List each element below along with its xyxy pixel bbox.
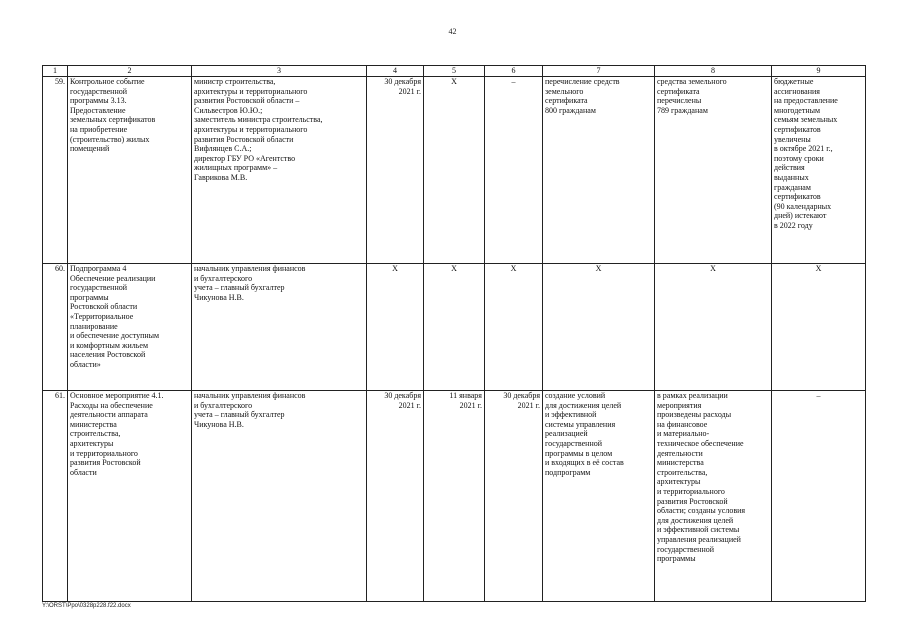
- header-row: [43, 66, 866, 77]
- start-date: Х: [424, 264, 485, 391]
- planned-result: создание условий для достижения целей и эффективной системы управления реализацией государственной программы в целом и входящих в её состав подпрограмм: [543, 391, 655, 602]
- report-table: [42, 65, 866, 602]
- header-cell: 4: [367, 66, 424, 77]
- row-number: 59.: [43, 77, 68, 264]
- header-cell: 2: [68, 66, 192, 77]
- end-date: 30 декабря 2021 г.: [485, 391, 543, 602]
- event-name: Основное мероприятие 4.1. Расходы на обеспечение деятельности аппарата министерства строительства, архитектуры и территориального развития Ростовской области: [68, 391, 192, 602]
- actual-result: Х: [655, 264, 772, 391]
- notes: Х: [772, 264, 866, 391]
- start-date: Х: [424, 77, 485, 264]
- header-cell: 7: [543, 66, 655, 77]
- row-number: 61.: [43, 391, 68, 602]
- row-number: 60.: [43, 264, 68, 391]
- planned-date: 30 декабря 2021 г.: [367, 391, 424, 602]
- responsible-person: начальник управления финансов и бухгалтерского учета – главный бухгалтер Чикунова Н.В.: [192, 264, 367, 391]
- header-cell: 5: [424, 66, 485, 77]
- file-path-footer: Y:\ORST\Ppo\0328p228.f22.docx: [42, 603, 131, 609]
- planned-date: Х: [367, 264, 424, 391]
- notes: бюджетные ассигнования на предоставление многодетным семьям земельных сертификатов увеличены в октябре 2021 г., поэтому сроки действия выданных гражданам сертификатов (90 календарных дней) истекают в 2022 году: [772, 77, 866, 264]
- actual-result: в рамках реализации мероприятия произведены расходы на финансовое и материально- техническое обеспечение деятельности министерства строительства, архитектуры и территориального развития Ростовской области; созданы условия для достижения целей и эффективной системы управления реализацией государственной программы: [655, 391, 772, 602]
- event-name: Контрольное событие государственной программы 3.13. Предоставление земельных сертификатов на приобретение (строительство) жилых помещений: [68, 77, 192, 264]
- actual-result: средства земельного сертификата перечислены 789 гражданам: [655, 77, 772, 264]
- notes: –: [772, 391, 866, 602]
- header-cell: 3: [192, 66, 367, 77]
- header-cell: 8: [655, 66, 772, 77]
- end-date: –: [485, 77, 543, 264]
- header-cell: 9: [772, 66, 866, 77]
- end-date: Х: [485, 264, 543, 391]
- responsible-person: министр строительства, архитектуры и территориального развития Ростовской области – Сильвестров Ю.Ю.; заместитель министра строительства, архитектуры и территориального развития Ростовской области Вифлянцев С.А.; директор ГБУ РО «Агентство жилищных программ» – Гаврикова М.В.: [192, 77, 367, 264]
- start-date: 11 января 2021 г.: [424, 391, 485, 602]
- responsible-person: начальник управления финансов и бухгалтерского учета – главный бухгалтер Чикунова Н.В.: [192, 391, 367, 602]
- table-row: [43, 77, 866, 264]
- header-cell: 6: [485, 66, 543, 77]
- planned-result: Х: [543, 264, 655, 391]
- table-row: [43, 391, 866, 602]
- event-name: Подпрограмма 4 Обеспечение реализации государственной программы Ростовской области «Территориальное планирование и обеспечение доступным и комфортным жильем населения Ростовской области»: [68, 264, 192, 391]
- header-cell: 1: [43, 66, 68, 77]
- table-row: [43, 264, 866, 391]
- planned-result: перечисление средств земельного сертификата 800 гражданам: [543, 77, 655, 264]
- page-number: 42: [448, 27, 457, 36]
- planned-date: 30 декабря 2021 г.: [367, 77, 424, 264]
